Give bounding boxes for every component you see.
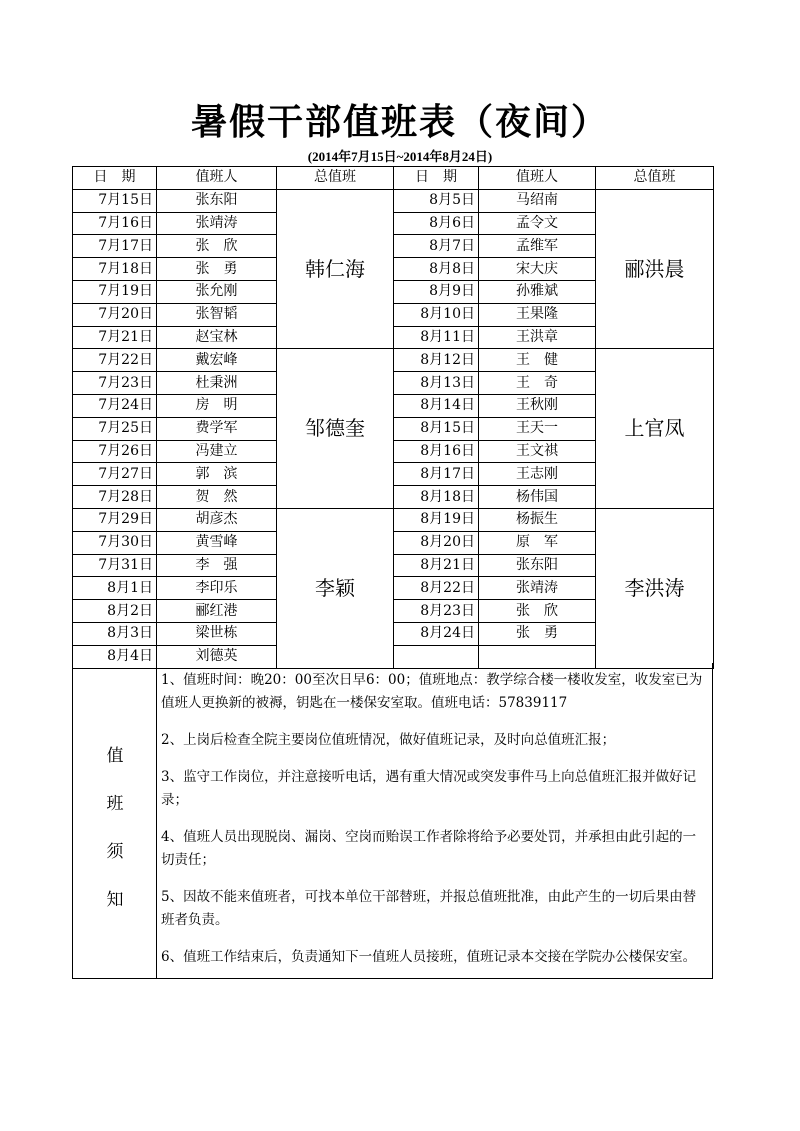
right-person-cell: 王 奇 bbox=[479, 372, 596, 395]
left-date-cell: 7月16日 bbox=[73, 212, 157, 235]
left-date-cell: 7月17日 bbox=[73, 235, 157, 258]
left-person-cell: 郦红港 bbox=[157, 600, 277, 623]
right-date-cell: 8月23日 bbox=[394, 600, 479, 623]
notes-label-char: 值 bbox=[106, 746, 124, 766]
note-item: 1、值班时间：晚20：00至次日早6：00；值班地点：教学综合楼一楼收发室，收发室已为值班人更换新的被褥，钥匙在一楼保安室取。值班电话：57839117 bbox=[161, 672, 703, 711]
left-date-cell: 7月21日 bbox=[73, 326, 157, 349]
right-person-cell: 王天一 bbox=[479, 417, 596, 440]
left-date-cell: 8月4日 bbox=[73, 645, 157, 668]
right-person-cell: 王志刚 bbox=[479, 463, 596, 486]
note-item: 5、因故不能来值班者，可找本单位干部替班，并报总值班批准，由此产生的一切后果由替班者负责。 bbox=[161, 889, 697, 928]
right-person-cell: 孟维军 bbox=[479, 235, 596, 258]
date-range-subtitle: (2014年7月15日~2014年8月24日) bbox=[307, 149, 493, 164]
notes-label-char: 知 bbox=[106, 890, 124, 910]
left-person-cell: 张 欣 bbox=[157, 235, 277, 258]
left-person-cell: 赵宝林 bbox=[157, 326, 277, 349]
duty-roster-table bbox=[72, 166, 714, 669]
right-date-cell: 8月6日 bbox=[394, 212, 479, 235]
right-person-cell: 王果隆 bbox=[479, 303, 596, 326]
right-date-cell: 8月22日 bbox=[394, 577, 479, 600]
right-date-cell: 8月9日 bbox=[394, 280, 479, 303]
right-person-cell: 原 军 bbox=[479, 531, 596, 554]
notes-label-column bbox=[73, 663, 157, 978]
left-date-cell: 7月19日 bbox=[73, 280, 157, 303]
left-date-cell: 7月27日 bbox=[73, 463, 157, 486]
right-date-cell: 8月17日 bbox=[394, 463, 479, 486]
right-date-cell: 8月16日 bbox=[394, 440, 479, 463]
notes-label-char: 须 bbox=[106, 842, 124, 862]
left-person-cell: 张东阳 bbox=[157, 189, 277, 212]
left-person-cell: 梁世栋 bbox=[157, 622, 277, 645]
right-person-cell: 马绍南 bbox=[479, 189, 596, 212]
left-date-cell: 7月22日 bbox=[73, 349, 157, 372]
right-date-cell: 8月18日 bbox=[394, 486, 479, 509]
right-date-cell: 8月19日 bbox=[394, 508, 479, 531]
header-date: 日 期 bbox=[73, 167, 157, 190]
left-date-cell: 7月15日 bbox=[73, 189, 157, 212]
right-date-cell: 8月24日 bbox=[394, 622, 479, 645]
header-date: 日 期 bbox=[394, 167, 479, 190]
note-item: 6、值班工作结束后，负责通知下一值班人员接班，值班记录本交接在学院办公楼保安室。 bbox=[161, 949, 697, 965]
note-item: 2、上岗后检查全院主要岗位值班情况，做好值班记录，及时向总值班汇报； bbox=[161, 732, 616, 748]
right-person-cell: 张 欣 bbox=[479, 600, 596, 623]
left-person-cell: 黄雪峰 bbox=[157, 531, 277, 554]
table-row bbox=[73, 349, 714, 372]
left-date-cell: 7月29日 bbox=[73, 508, 157, 531]
left-date-cell: 7月31日 bbox=[73, 554, 157, 577]
right-person-cell: 宋大庆 bbox=[479, 258, 596, 281]
page-title: 暑假干部值班表（夜间） bbox=[190, 101, 609, 143]
left-date-cell: 8月3日 bbox=[73, 622, 157, 645]
right-person-cell: 孟令文 bbox=[479, 212, 596, 235]
left-date-cell: 7月26日 bbox=[73, 440, 157, 463]
left-person-cell: 李 强 bbox=[157, 554, 277, 577]
right-chief-cell: 郦洪晨 bbox=[596, 189, 714, 349]
left-person-cell: 贺 然 bbox=[157, 486, 277, 509]
left-date-cell: 7月30日 bbox=[73, 531, 157, 554]
left-person-cell: 李印乐 bbox=[157, 577, 277, 600]
right-date-cell: 8月11日 bbox=[394, 326, 479, 349]
left-person-cell: 杜秉洲 bbox=[157, 372, 277, 395]
right-chief-cell: 上官凤 bbox=[596, 349, 714, 509]
right-date-cell: 8月14日 bbox=[394, 394, 479, 417]
left-date-cell: 7月18日 bbox=[73, 258, 157, 281]
left-chief-cell: 李颖 bbox=[277, 508, 394, 668]
header-person: 值班人 bbox=[157, 167, 277, 190]
left-person-cell: 房 明 bbox=[157, 394, 277, 417]
left-person-cell: 戴宏峰 bbox=[157, 349, 277, 372]
left-chief-cell: 邹德奎 bbox=[277, 349, 394, 509]
header-chief: 总值班 bbox=[596, 167, 714, 190]
right-person-cell: 张 勇 bbox=[479, 622, 596, 645]
duty-notes-section bbox=[72, 663, 713, 979]
right-person-cell: 杨伟国 bbox=[479, 486, 596, 509]
left-person-cell: 冯建立 bbox=[157, 440, 277, 463]
left-date-cell: 7月24日 bbox=[73, 394, 157, 417]
right-date-cell: 8月21日 bbox=[394, 554, 479, 577]
right-date-cell: 8月8日 bbox=[394, 258, 479, 281]
left-person-cell: 张智韬 bbox=[157, 303, 277, 326]
right-chief-cell: 李洪涛 bbox=[596, 508, 714, 668]
right-date-cell: 8月15日 bbox=[394, 417, 479, 440]
left-date-cell: 7月28日 bbox=[73, 486, 157, 509]
right-person-cell: 王洪章 bbox=[479, 326, 596, 349]
table-row bbox=[73, 189, 714, 212]
left-person-cell: 张允刚 bbox=[157, 280, 277, 303]
left-date-cell: 7月20日 bbox=[73, 303, 157, 326]
left-person-cell: 刘德英 bbox=[157, 645, 277, 668]
table-header-row bbox=[73, 167, 714, 190]
right-date-cell: 8月13日 bbox=[394, 372, 479, 395]
left-person-cell: 胡彦杰 bbox=[157, 508, 277, 531]
note-item: 4、值班人员出现脱岗、漏岗、空岗而贻误工作者除将给予必要处罚，并承担由此引起的一切责任； bbox=[161, 829, 697, 868]
right-date-cell: 8月5日 bbox=[394, 189, 479, 212]
left-date-cell: 8月1日 bbox=[73, 577, 157, 600]
right-person-cell: 王秋刚 bbox=[479, 394, 596, 417]
left-chief-cell: 韩仁海 bbox=[277, 189, 394, 349]
right-date-cell: 8月12日 bbox=[394, 349, 479, 372]
notes-label-char: 班 bbox=[106, 794, 124, 814]
left-date-cell: 8月2日 bbox=[73, 600, 157, 623]
left-person-cell: 张 勇 bbox=[157, 258, 277, 281]
right-person-cell: 张东阳 bbox=[479, 554, 596, 577]
right-person-cell: 孙雅斌 bbox=[479, 280, 596, 303]
header-person: 值班人 bbox=[479, 167, 596, 190]
right-date-cell: 8月7日 bbox=[394, 235, 479, 258]
left-person-cell: 郭 滨 bbox=[157, 463, 277, 486]
left-person-cell: 张靖涛 bbox=[157, 212, 277, 235]
right-person-cell: 张靖涛 bbox=[479, 577, 596, 600]
right-date-cell: 8月10日 bbox=[394, 303, 479, 326]
table-row bbox=[73, 508, 714, 531]
right-date-cell: 8月20日 bbox=[394, 531, 479, 554]
right-person-cell: 王文祺 bbox=[479, 440, 596, 463]
header-chief: 总值班 bbox=[277, 167, 394, 190]
right-person-cell: 杨振生 bbox=[479, 508, 596, 531]
note-item: 3、监守工作岗位，并注意接听电话，遇有重大情况或突发事件马上向总值班汇报并做好记录； bbox=[161, 769, 697, 808]
right-person-cell: 王 健 bbox=[479, 349, 596, 372]
left-date-cell: 7月25日 bbox=[73, 417, 157, 440]
left-person-cell: 费学军 bbox=[157, 417, 277, 440]
notes-list bbox=[161, 669, 709, 983]
left-date-cell: 7月23日 bbox=[73, 372, 157, 395]
